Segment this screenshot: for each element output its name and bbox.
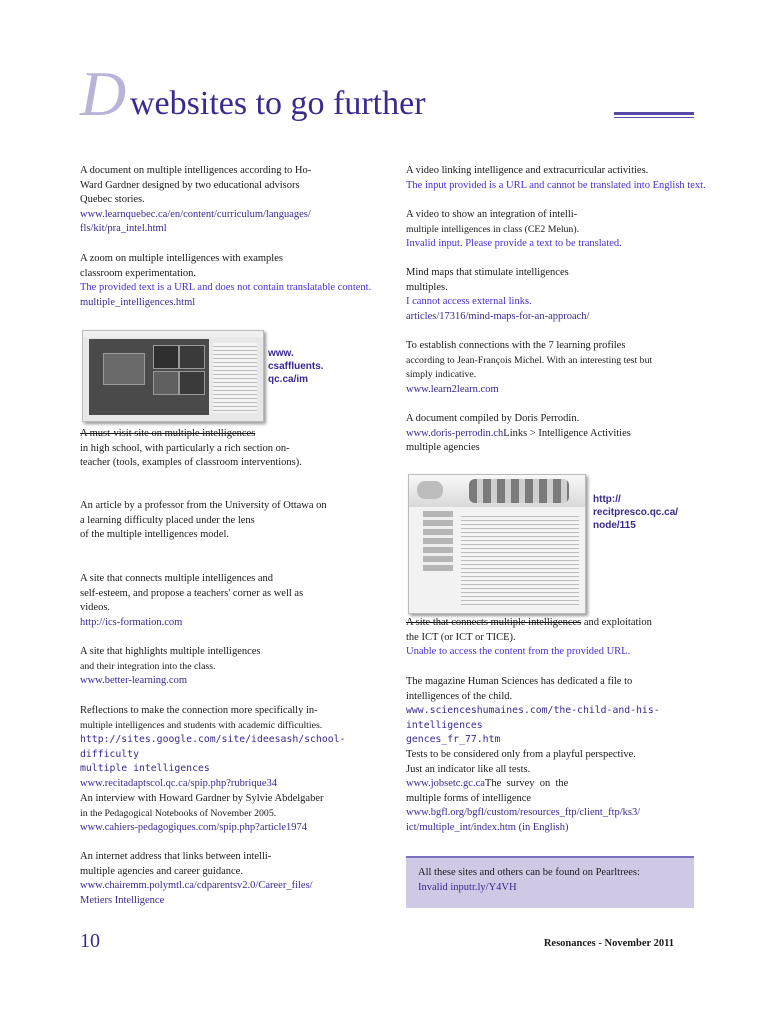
caption-line: qc.ca/im <box>268 374 309 385</box>
entry-text: classroom experimentation. <box>80 267 197 279</box>
entry-text: a learning difficulty placed under the lens <box>80 514 255 526</box>
entry-text: A document compiled by Doris Perrodin. <box>406 413 580 424</box>
entry-text: and their integration into the class. <box>80 660 216 672</box>
entry-note: Unable to access the content from the provided URL. <box>406 646 631 658</box>
entry-link[interactable]: multiple intelligences <box>80 763 210 775</box>
entry-ics <box>80 572 380 630</box>
entry-text: An interview with Howard Gardner by Sylvie Abdelgaber <box>80 793 324 804</box>
entry-link[interactable]: www.learnquebec.ca/en/content/curriculum/languages/ <box>80 208 311 220</box>
entry-link[interactable]: http://ics-formation.com <box>80 616 183 628</box>
entry-link[interactable]: www.bgfl.org/bgfl/custom/resources_ftp/client_ftp/ks3/ <box>406 807 641 819</box>
entry-learning-profiles <box>406 339 696 397</box>
entry-text: according to Jean-François Michel. With an interesting test but <box>406 354 653 366</box>
entry-text: in high school, with particularly a rich section on- <box>80 442 290 454</box>
entry-video-ce2 <box>406 208 696 252</box>
entry-text: teacher (tools, examples of classroom interventions). <box>80 457 302 469</box>
pearltrees-text: All these sites and others can be found on Pearltrees: <box>418 867 640 878</box>
entry-text: A zoom on multiple intelligences with examples <box>80 253 283 264</box>
entry-link[interactable]: www.scienceshumaines.com/the-child-and-his-intelligences <box>406 705 660 731</box>
caption-line: recitpresco.qc.ca/ <box>593 507 679 518</box>
caption-line: www. <box>268 348 294 359</box>
entry-link[interactable]: gences_fr_77.htm <box>406 734 501 746</box>
screenshot-caption-1 <box>268 347 324 386</box>
entry-text: multiple intelligences and students with academic difficulties. <box>80 719 323 731</box>
entry-better-learning <box>80 645 380 689</box>
entry-link[interactable]: http://sites.google.com/site/ideesash/school-difficulty <box>80 734 346 760</box>
entry-link[interactable]: www.cahiers-pedagogiques.com/spip.php?article1974 <box>80 822 308 834</box>
entry-tests <box>406 748 696 836</box>
title-rule-thin <box>614 117 694 118</box>
entry-text: A site that highlights multiple intelligences <box>80 646 261 657</box>
entry-text: A site that connects multiple intelligences and <box>80 573 274 584</box>
entry-text: To establish connections with the 7 learning profiles <box>406 340 626 351</box>
magazine-footer: Resonances - November 2011 <box>543 938 674 949</box>
entry-link[interactable]: www.recitadaptscol.qc.ca/spip.php?rubrique34 <box>80 777 278 789</box>
entry-note: Invalid input. Please provide a text to be translated. <box>406 238 622 250</box>
page-title: websites to go further <box>130 85 426 122</box>
entry-text: multiples. <box>406 281 448 293</box>
entry-text: An article by a professor from the University of Ottawa on <box>80 500 327 511</box>
entry-text: in the Pedagogical Notebooks of November 2005. <box>80 807 277 819</box>
entry-link[interactable]: articles/17316/mind-maps-for-an-approach/ <box>406 310 590 322</box>
entry-text: An internet address that links between intelli- <box>80 851 272 862</box>
entry-link[interactable]: www.doris-perrodin.ch <box>406 427 504 439</box>
drop-cap: D <box>80 58 127 129</box>
entry-text: simply indicative. <box>406 369 477 381</box>
entry-text: Mind maps that stimulate intelligences <box>406 267 569 278</box>
entry-note: The provided text is a URL and does not contain translatable content. <box>80 282 372 294</box>
entry-note: I cannot access external links. <box>406 296 532 308</box>
caption-line: http:// <box>593 494 621 505</box>
entry-note: The input provided is a URL and cannot be translated into English text. <box>406 179 706 191</box>
entry-must-visit <box>80 427 380 471</box>
entry-text: A video linking intelligence and extracurricular activities. <box>406 165 649 176</box>
entry-text: Quebec stories. <box>80 194 145 206</box>
entry-video-extracurricular <box>406 164 706 193</box>
entry-text: multiple agencies and career guidance. <box>80 865 243 877</box>
entry-reflections <box>80 704 380 792</box>
entry-perrodin <box>406 412 696 456</box>
entry-link[interactable]: www.better-learning.com <box>80 675 187 687</box>
entry-link[interactable]: multiple_intelligences.html <box>80 296 196 308</box>
caption-line: node/115 <box>593 520 636 531</box>
entry-text: multiple agencies <box>406 442 480 454</box>
entry-text: A must-visit site on multiple intelligences <box>80 428 256 439</box>
website-screenshot-csaffluents <box>82 330 264 422</box>
entry-text: A video to show an integration of intelli- <box>406 209 578 220</box>
pearltrees-box <box>406 856 694 908</box>
title-rule <box>614 112 694 115</box>
entry-text: and exploitation <box>581 617 652 628</box>
entry-text: A site that connects multiple intelligences <box>406 617 582 628</box>
entry-ottawa <box>80 499 380 543</box>
caption-line: csaffluents. <box>268 361 324 372</box>
entry-text: multiple forms of intelligence <box>406 792 532 804</box>
entry-link[interactable]: www.jobsetc.gc.ca <box>406 778 485 790</box>
entry-text: The survey on the <box>484 778 569 790</box>
entry-chairemm <box>80 850 380 908</box>
pearltrees-link[interactable]: Invalid inputr.ly/Y4VH <box>418 882 517 893</box>
entry-text: multiple intelligences in class (CE2 Melun). <box>406 223 580 235</box>
entry-text: Links > Intelligence Activities <box>503 427 631 439</box>
entry-link[interactable]: Metiers Intelligence <box>80 894 165 906</box>
entry-text: Tests to be considered only from a playful perspective. <box>406 749 636 760</box>
page-number: 10 <box>80 930 100 952</box>
entry-text: Just an indicator like all tests. <box>406 763 531 775</box>
entry-text: of the multiple intelligences model. <box>80 529 230 541</box>
entry-ict <box>406 616 696 660</box>
entry-gardner-interview <box>80 792 380 836</box>
entry-text: The magazine Human Sciences has dedicated a file to <box>406 676 633 687</box>
entry-text: Ward Gardner designed by two educational advisors <box>80 179 300 191</box>
screenshot-caption-2 <box>593 493 678 532</box>
entry-link[interactable]: fls/kit/pra_intel.html <box>80 223 167 235</box>
entry-zoom <box>80 252 380 310</box>
entry-mind-maps <box>406 266 696 324</box>
website-screenshot-recitpresco <box>408 474 586 614</box>
entry-link[interactable]: www.chairemm.polymtl.ca/cdparentsv2.0/Career_files/ <box>80 880 313 892</box>
entry-learnquebec <box>80 164 380 237</box>
entry-text: videos. <box>80 602 111 614</box>
entry-text: self-esteem, and propose a teachers' corner as well as <box>80 587 304 599</box>
entry-link[interactable]: www.learn2learn.com <box>406 383 499 395</box>
entry-text: intelligences of the child. <box>406 690 513 702</box>
entry-sciences-humaines <box>406 675 696 748</box>
entry-text: A document on multiple intelligences according to Ho- <box>80 165 312 176</box>
entry-link[interactable]: ict/multiple_int/index.htm (in English) <box>406 821 569 833</box>
entry-text: Reflections to make the connection more specifically in- <box>80 705 318 716</box>
entry-text: the ICT (or ICT or TICE). <box>406 631 516 643</box>
